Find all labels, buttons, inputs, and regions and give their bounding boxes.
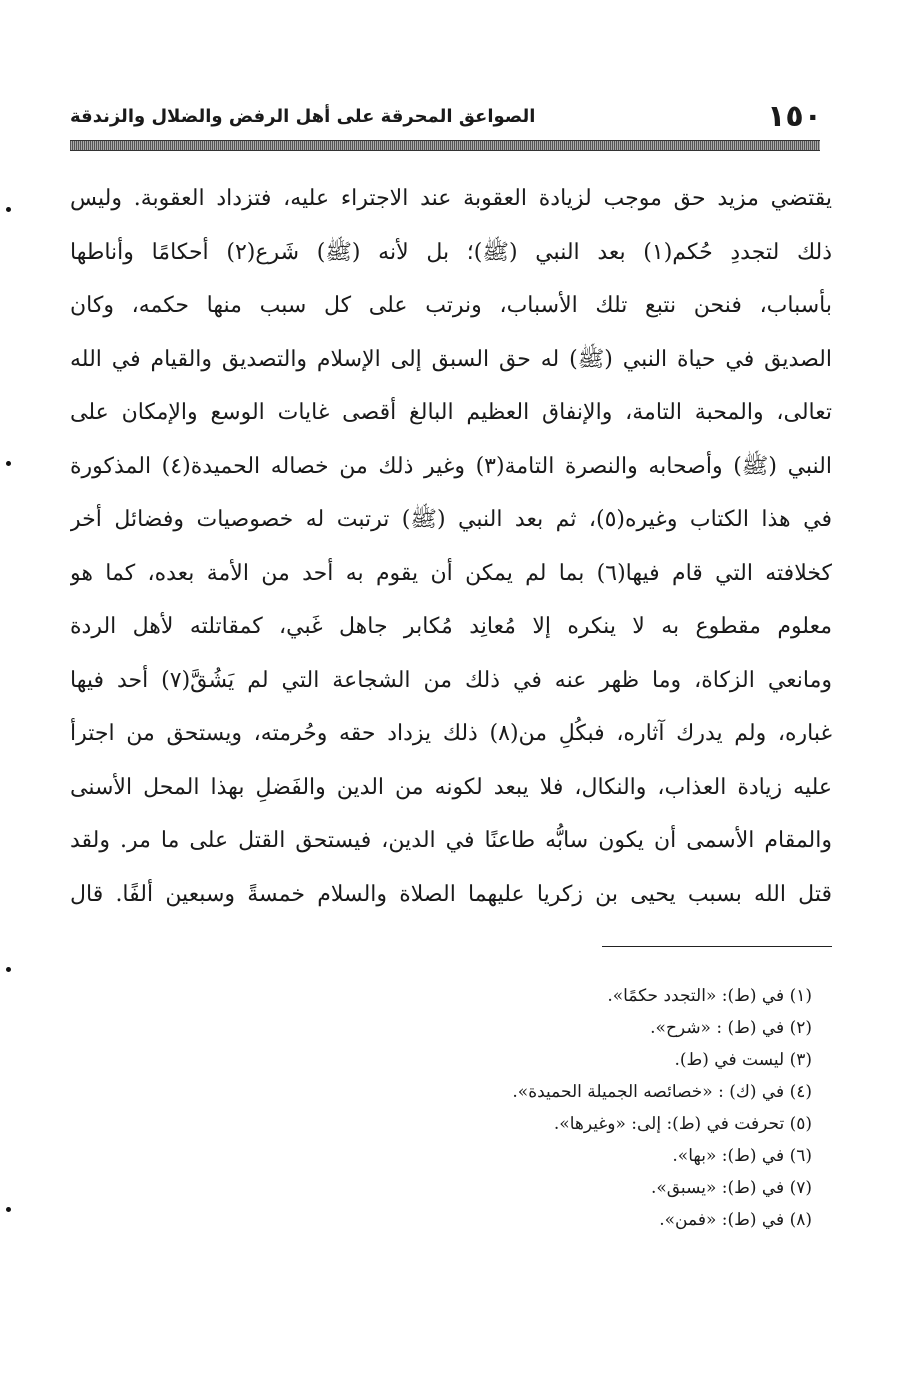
footnote-item: (٨) في (ط): «فمن». bbox=[659, 1210, 812, 1230]
text-line: تعالى، والمحبة التامة، والإنفاق العظيم البالغ أقصى غايات الوسع والإمكان على bbox=[70, 400, 832, 425]
footnote-item: (٤) في (ك) : «خصائصه الجميلة الحميدة». bbox=[512, 1082, 812, 1102]
margin-mark bbox=[6, 207, 11, 212]
text-line: عليه زيادة العذاب، والنكال، فلا يبعد لكونه من الدين والفَضلِ بهذا المحل الأسنى bbox=[70, 774, 832, 800]
text-line: كخلافته التي قام فيها(٦) بما لم يمكن أن يقوم به أحد من الأمة بعده، كما هو bbox=[70, 560, 832, 586]
text-line: بأسباب، فنحن نتبع تلك الأسباب، ونرتب على كل سبب منها حكمه، وكان bbox=[70, 293, 832, 318]
margin-mark bbox=[6, 1207, 11, 1212]
footnotes bbox=[512, 980, 812, 1236]
page-number: ١٥٠ bbox=[767, 98, 822, 134]
footnote-item: (٥) تحرفت في (ط): إلى: «وغيرها». bbox=[553, 1114, 812, 1134]
text-line: ذلك لتجددِ حُكم(١) بعد النبي (ﷺ)؛ بل لأنه (ﷺ) شَرع(٢) أحكامًا وأناطها bbox=[70, 239, 832, 265]
text-line: يقتضي مزيد حق موجب لزيادة العقوبة عند الاجتراء عليه، فتزداد العقوبة. وليس bbox=[70, 186, 832, 211]
running-title: الصواعق المحرقة على أهل الرفض والضلال والزندقة bbox=[70, 105, 536, 127]
text-line: ومانعي الزكاة، وما ظهر عنه في ذلك من الشجاعة التي لم يَشُقَّ(٧) أحد فيها bbox=[70, 667, 832, 693]
text-line: النبي (ﷺ) وأصحابه والنصرة التامة(٣) وغير ذلك من خصاله الحميدة(٤) المذكورة bbox=[70, 453, 832, 479]
text-line: والمقام الأسمى أن يكون سابُّه طاعنًا في الدين، فيستحق القتل على ما مر. ولقد bbox=[70, 828, 832, 853]
text-line: معلوم مقطوع به لا ينكره إلا مُعانِد مُكابر جاهل غَبي، كمقاتلته لأهل الردة bbox=[70, 614, 832, 639]
main-text bbox=[70, 172, 832, 921]
footnote-item: (٣) ليست في (ط). bbox=[674, 1050, 812, 1070]
text-line: الصديق في حياة النبي (ﷺ) له حق السبق إلى الإسلام والتصديق والقيام في الله bbox=[70, 346, 832, 372]
footnote-item: (١) في (ط): «التجدد حكمًا». bbox=[607, 986, 812, 1006]
margin-mark bbox=[6, 461, 11, 466]
margin-mark bbox=[6, 967, 11, 972]
footnote-separator bbox=[602, 946, 832, 947]
header-rule bbox=[70, 140, 820, 151]
text-line: غباره، ولم يدرك آثاره، فبكُلِ من(٨) ذلك يزداد حقه وحُرمته، ويستحق من اجترأ bbox=[70, 721, 832, 746]
footnote-item: (٧) في (ط): «يسبق». bbox=[650, 1178, 812, 1198]
footnote-item: (٦) في (ط): «بها». bbox=[672, 1146, 812, 1166]
text-line: قتل الله بسبب يحيى بن زكريا عليهما الصلاة والسلام خمسةً وسبعين ألفًا. قال bbox=[70, 881, 832, 907]
footnote-item: (٢) في (ط) : «شرح». bbox=[650, 1018, 812, 1038]
text-line: في هذا الكتاب وغيره(٥)، ثم بعد النبي (ﷺ) ترتبت له خصوصيات وفضائل أخر bbox=[70, 507, 832, 532]
page-header bbox=[70, 96, 822, 136]
